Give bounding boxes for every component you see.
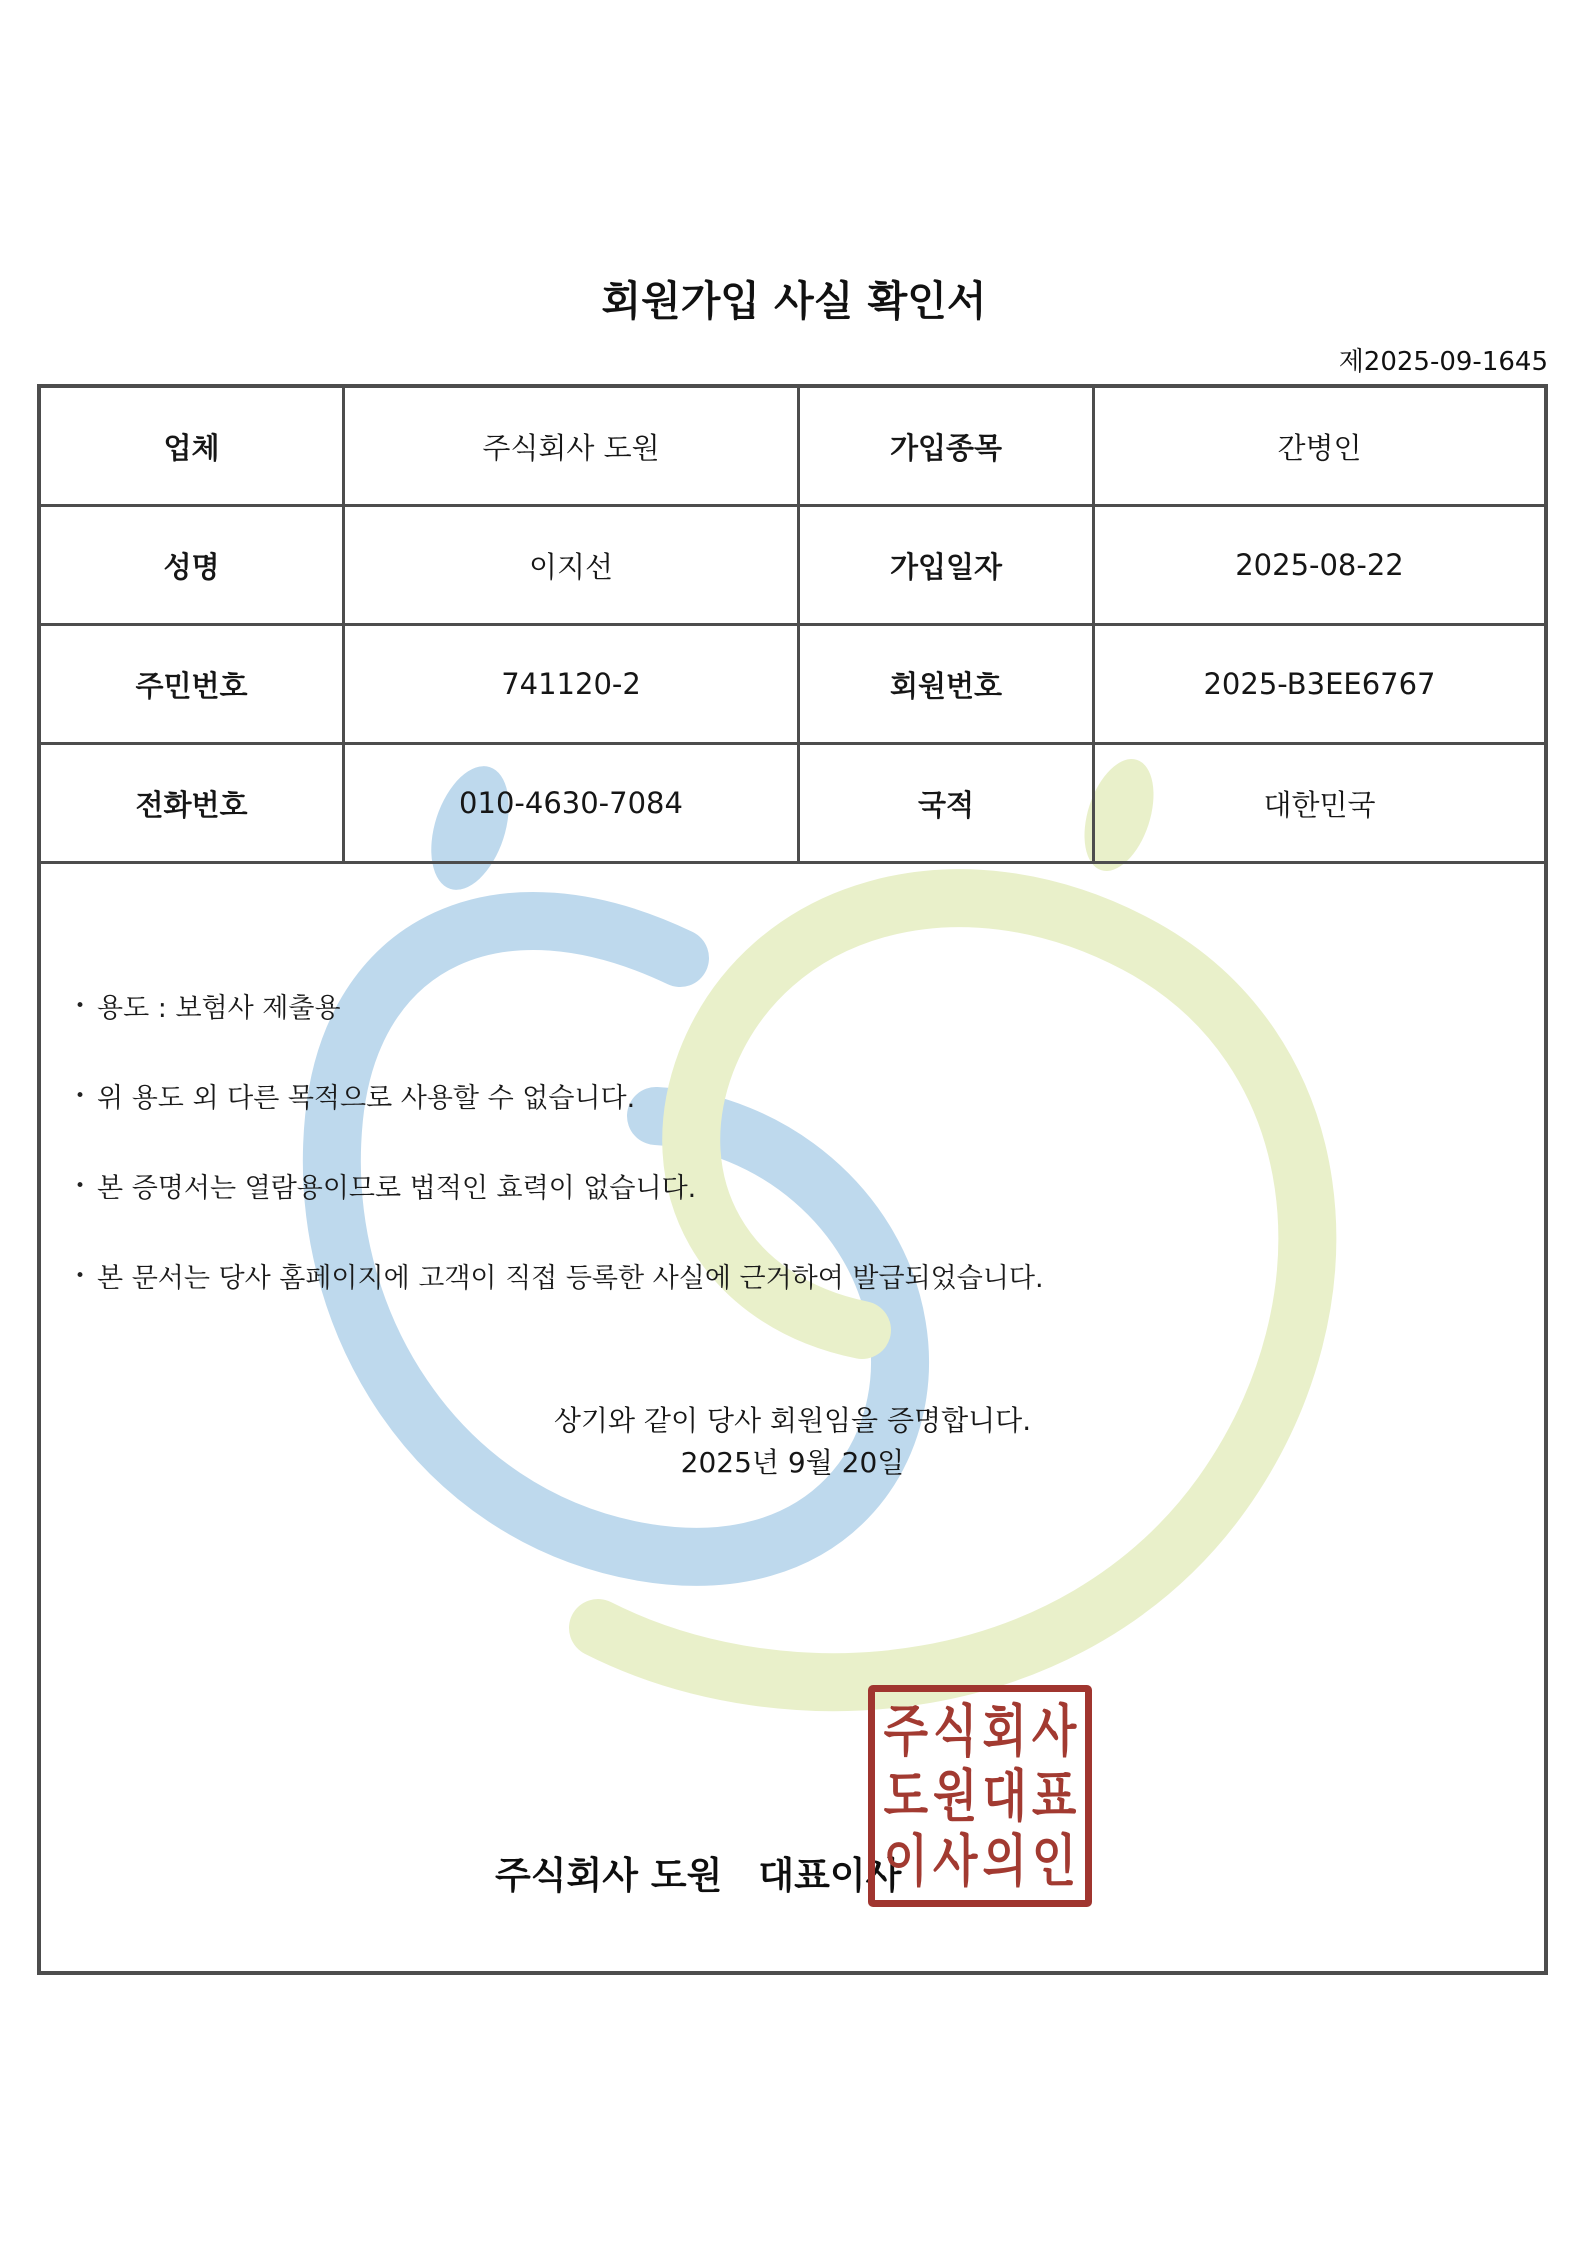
field-label-name: 성명	[41, 507, 345, 626]
certificate-body-cell	[41, 864, 1544, 1971]
statement-date: 2025년 9월 20일	[680, 1446, 905, 1479]
usage-notes	[75, 986, 1514, 1346]
field-value-join-date: 2025-08-22	[1095, 507, 1544, 626]
field-label-membership-type: 가입종목	[800, 388, 1095, 507]
company-seal	[868, 1685, 1092, 1907]
bullet-icon: •	[75, 1085, 86, 1106]
note-restriction	[75, 1076, 1514, 1115]
issuer-ceo-title: 대표이사	[758, 1854, 902, 1897]
note-purpose	[75, 986, 1514, 1025]
certification-statement	[41, 1400, 1544, 1484]
field-label-resident-number: 주민번호	[41, 626, 345, 745]
seal-text-row: 주식회사	[883, 1697, 1082, 1764]
field-label-member-number: 회원번호	[800, 626, 1095, 745]
document-number: 제2025-09-1645	[1338, 347, 1548, 377]
field-label-nationality: 국적	[800, 745, 1095, 864]
note-legal-effect	[75, 1166, 1514, 1205]
field-value-company: 주식회사 도원	[345, 388, 800, 507]
field-label-company: 업체	[41, 388, 345, 507]
bullet-icon: •	[75, 1175, 86, 1196]
note-text: 위 용도 외 다른 목적으로 사용할 수 없습니다.	[97, 1083, 636, 1114]
field-label-join-date: 가입일자	[800, 507, 1095, 626]
seal-text-row: 이사의인	[883, 1828, 1082, 1895]
bullet-icon: •	[75, 995, 86, 1016]
field-value-nationality: 대한민국	[1095, 745, 1544, 864]
field-value-membership-type: 간병인	[1095, 388, 1544, 507]
issuer-company-name: 주식회사 도원	[495, 1854, 723, 1897]
member-info-table	[37, 384, 1548, 1975]
field-value-name: 이지선	[345, 507, 800, 626]
note-issuance-basis	[75, 1256, 1514, 1295]
field-value-resident-number: 741120-2	[345, 626, 800, 745]
note-text: 본 문서는 당사 홈페이지에 고객이 직접 등록한 사실에 근거하여 발급되었습니다.	[97, 1263, 1044, 1294]
page-title: 회원가입 사실 확인서	[601, 277, 987, 325]
field-value-phone: 010-4630-7084	[345, 745, 800, 864]
statement-line: 상기와 같이 당사 회원임을 증명합니다.	[553, 1404, 1032, 1437]
seal-text-row: 도원대표	[883, 1763, 1082, 1829]
note-text: 본 증명서는 열람용이므로 법적인 효력이 없습니다.	[97, 1173, 697, 1204]
bullet-icon: •	[75, 1265, 86, 1286]
issuer-signature-line	[495, 1845, 901, 1899]
field-value-member-number: 2025-B3EE6767	[1095, 626, 1544, 745]
note-text: 용도 : 보험사 제출용	[97, 993, 341, 1024]
field-label-phone: 전화번호	[41, 745, 345, 864]
